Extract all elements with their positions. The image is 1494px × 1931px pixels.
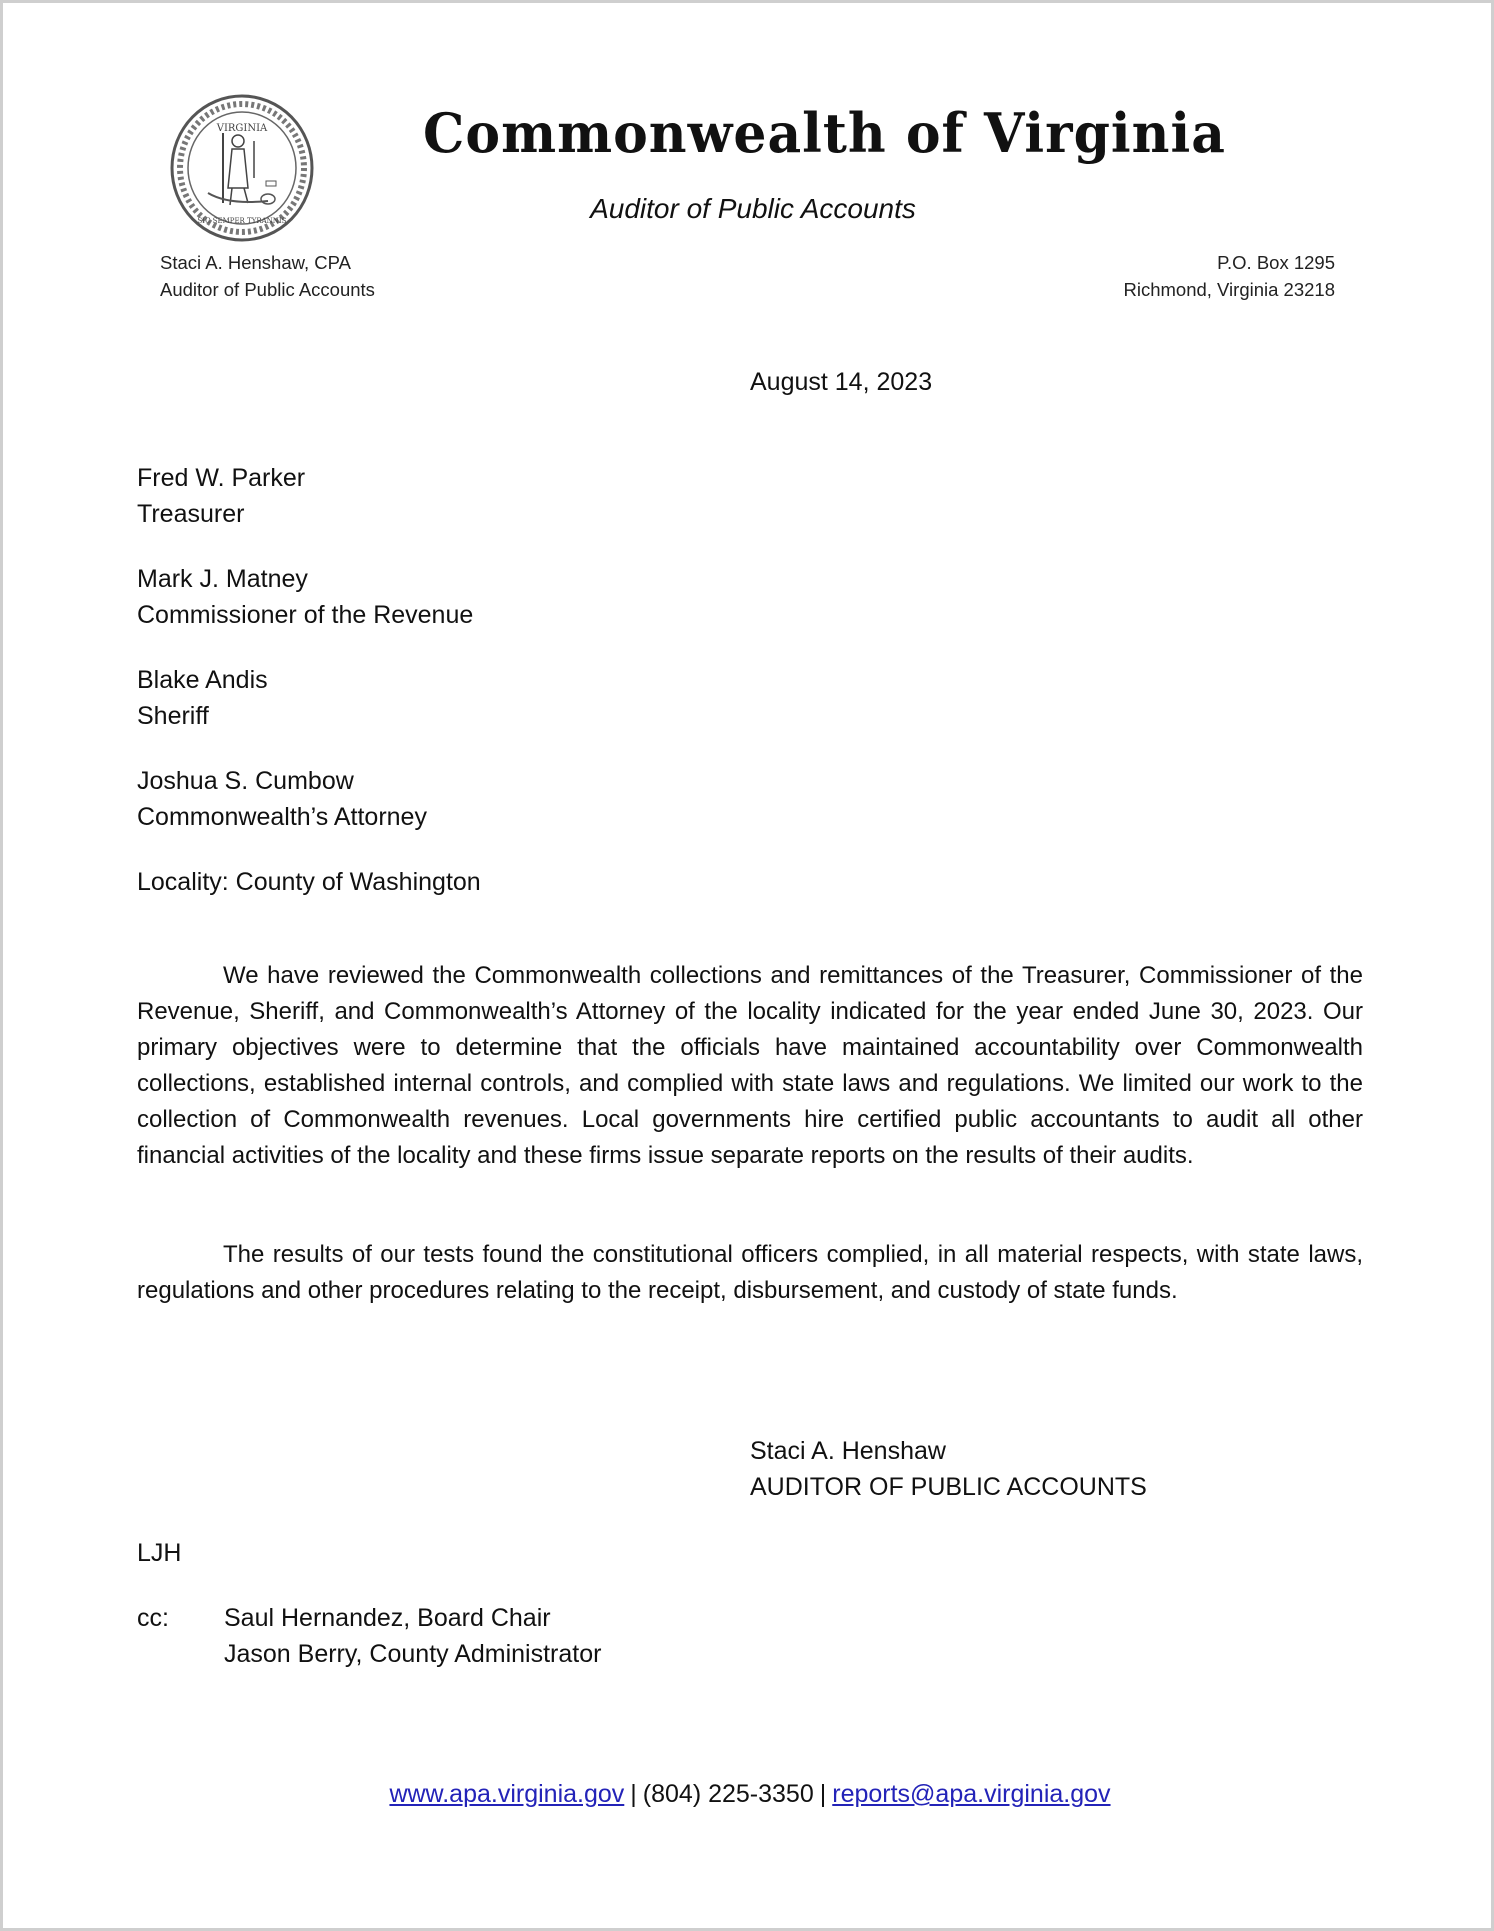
recipient-block [137, 561, 473, 633]
auditor-name: Staci A. Henshaw, CPA [160, 252, 351, 273]
body-paragraph-1 [137, 958, 1363, 1174]
address-line-1: P.O. Box 1295 [1217, 252, 1335, 273]
mailing-address-block [1123, 249, 1335, 303]
address-line-2: Richmond, Virginia 23218 [1123, 279, 1335, 300]
recipient-block [137, 662, 268, 734]
recipient-name: Mark J. Matney [137, 565, 308, 593]
signature-block [750, 1433, 1147, 1505]
separator: | [819, 1780, 827, 1808]
auditor-info-block [160, 249, 375, 303]
letterhead-title: Commonwealth of Virginia [423, 101, 1226, 166]
auditor-position: Auditor of Public Accounts [160, 279, 375, 300]
cc-label: cc: [137, 1604, 169, 1632]
locality-line: Locality: County of Washington [137, 868, 481, 896]
letterhead-subtitle: Auditor of Public Accounts [590, 193, 916, 224]
recipient-block [137, 460, 305, 532]
cc-recipient: Saul Hernandez, Board Chair [224, 1604, 551, 1632]
typist-initials: LJH [137, 1539, 182, 1567]
signature-title: AUDITOR OF PUBLIC ACCOUNTS [750, 1473, 1147, 1501]
recipient-title: Commonwealth’s Attorney [137, 803, 427, 831]
recipient-name: Fred W. Parker [137, 464, 306, 492]
signature-name: Staci A. Henshaw [750, 1437, 946, 1465]
phone-number: (804) 225-3350 [642, 1780, 814, 1808]
recipient-title: Sheriff [137, 702, 209, 730]
paragraph-text: We have reviewed the Commonwealth collections and remittances of the Treasurer, Commissioner of the Revenue, Sheriff, and Commonwealth’s Attorney of the locality indicated for the year ended June 30, 2023. Our primary objectives were to determine that the officials have maintained accountability over Commonwealth collections, established internal controls, and complied with state laws and regulations. We limited our work to the collection of Commonwealth revenues. Local governments hire certified public accountants to audit all other financial activities of the locality and these firms issue separate reports on the results of their audits. [137, 962, 1363, 1169]
recipient-name: Joshua S. Cumbow [137, 767, 354, 795]
recipient-name: Blake Andis [137, 666, 268, 694]
recipient-block [137, 763, 427, 835]
email-link[interactable]: reports@apa.virginia.gov [832, 1780, 1111, 1808]
letter-date: August 14, 2023 [750, 368, 933, 396]
cc-recipient: Jason Berry, County Administrator [224, 1640, 602, 1668]
svg-text:SIC SEMPER TYRANNIS: SIC SEMPER TYRANNIS [197, 217, 287, 225]
svg-text:VIRGINIA: VIRGINIA [216, 123, 268, 134]
paragraph-text: The results of our tests found the constitutional officers complied, in all material respects, with state laws, regulations and other procedures relating to the receipt, disbursement, and custody of state funds. [137, 1241, 1363, 1304]
website-link[interactable]: www.apa.virginia.gov [389, 1780, 625, 1808]
virginia-seal-icon [168, 93, 316, 243]
body-paragraph-2 [137, 1237, 1363, 1309]
recipient-title: Treasurer [137, 500, 245, 528]
cc-list [224, 1600, 601, 1672]
separator: | [630, 1780, 637, 1808]
recipient-title: Commissioner of the Revenue [137, 601, 474, 629]
footer-contact-line [3, 1780, 1494, 1809]
